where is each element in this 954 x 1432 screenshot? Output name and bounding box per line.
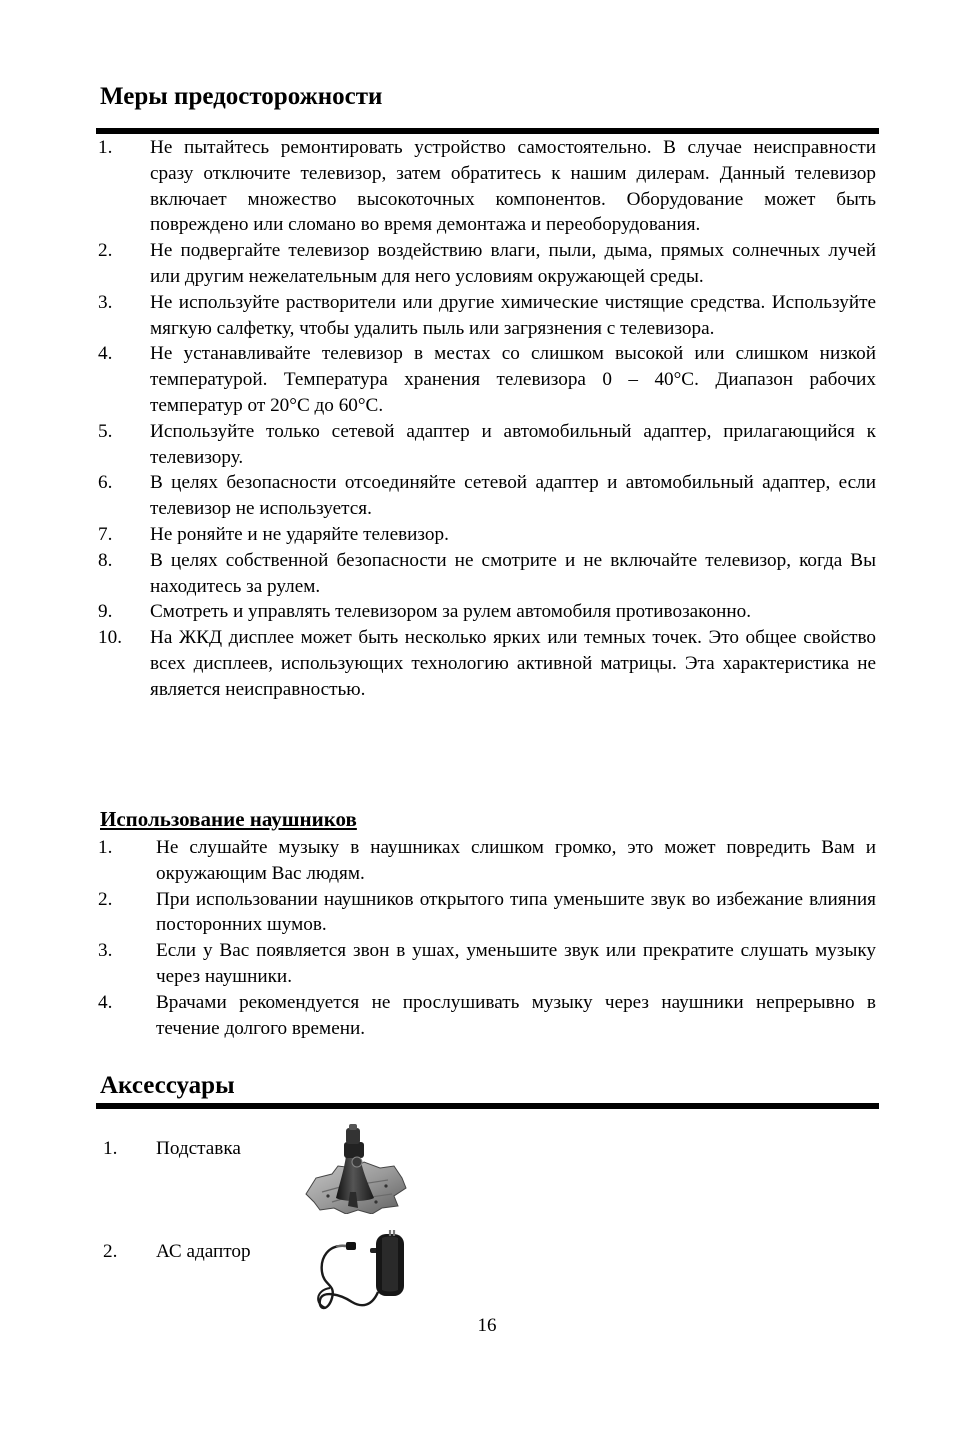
accessory-number: 1.	[103, 1138, 118, 1159]
precautions-title: Меры предосторожности	[100, 83, 383, 110]
item-text: При использовании наушников открытого типа уменьшите звук во избежание влияния посторонних шумов.	[156, 888, 876, 936]
item-number: 6.	[98, 472, 113, 494]
item-number: 3.	[98, 940, 113, 962]
item-number: 2.	[98, 888, 113, 910]
item-number: 5.	[98, 420, 113, 442]
item-number: 9.	[98, 601, 113, 623]
accessory-label: АС адаптор	[156, 1241, 251, 1262]
item-text: Не роняйте и не ударяйте телевизор.	[150, 523, 449, 545]
item-number: 1.	[98, 837, 113, 858]
item-text: Не подвергайте телевизор воздействию влаги, пыли, дыма, прямых солнечных лучей или другим нежелательным для него условиям окружающей среды.	[150, 240, 876, 287]
headphones-list	[98, 835, 876, 1041]
precautions-list	[98, 135, 876, 703]
precaution-item	[98, 625, 876, 702]
headphones-item	[98, 835, 876, 887]
precaution-item	[98, 599, 876, 625]
precaution-item	[98, 135, 876, 238]
headphones-item	[98, 887, 876, 939]
page-number: 16	[477, 1315, 497, 1336]
item-text: Не слушайте музыку в наушниках слишком громко, это может повредить Вам и окружающим Вас людям.	[156, 837, 876, 884]
item-number: 4.	[98, 991, 113, 1013]
precaution-item	[98, 290, 876, 342]
item-text: На ЖКД дисплее может быть несколько ярких или темных точек. Это общее свойство всех дисплеев, использующих технологию активной матрицы. Эта характеристика не является неисправностью.	[150, 627, 876, 700]
item-number: 10.	[98, 627, 122, 649]
precaution-item	[98, 341, 876, 418]
precaution-item	[98, 548, 876, 600]
item-text: Не устанавливайте телевизор в местах со слишком высокой или слишком низкой температурой. Температура хранения телевизора 0 – 40°С. Диапазон рабочих температур от 20°С до 60°С.	[150, 343, 876, 416]
ac-adapter-photo	[306, 1228, 410, 1318]
item-text: В целях собственной безопасности не смотрите и не включайте телевизор, когда Вы находитесь за рулем.	[150, 549, 876, 597]
item-number: 2.	[98, 240, 113, 262]
item-number: 8.	[98, 549, 113, 571]
precaution-item	[98, 238, 876, 290]
item-text: В целях безопасности отсоединяйте сетевой адаптер и автомобильный адаптер, если телевизор не используется.	[150, 472, 876, 520]
precaution-item	[98, 419, 876, 471]
item-text: Врачами рекомендуется не прослушивать музыку через наушники непрерывно в течение долгого времени.	[156, 991, 876, 1039]
accessories-title: Аксессуары	[100, 1072, 235, 1099]
precautions-divider	[96, 128, 879, 134]
item-number: 4.	[98, 343, 113, 365]
precaution-item	[98, 470, 876, 522]
item-text: Если у Вас появляется звон в ушах, уменьшите звук или прекратите слушать музыку через наушники.	[156, 940, 876, 987]
accessories-divider	[96, 1103, 879, 1109]
item-number: 3.	[98, 291, 113, 313]
item-text: Не используйте растворители или другие химические чистящие средства. Используйте мягкую салфетку, чтобы удалить пыль или загрязнения с телевизора.	[150, 291, 876, 339]
stand-photo	[302, 1122, 408, 1214]
item-text: Смотреть и управлять телевизором за рулем автомобиля противозаконно.	[150, 601, 752, 623]
accessory-number: 2.	[103, 1241, 118, 1262]
item-number: 7.	[98, 523, 113, 545]
precaution-item	[98, 522, 876, 548]
headphones-item	[98, 990, 876, 1042]
item-number: 1.	[98, 137, 113, 158]
headphones-item	[98, 938, 876, 990]
accessory-label: Подставка	[156, 1138, 241, 1159]
headphones-title: Использование наушников	[100, 807, 357, 831]
item-text: Используйте только сетевой адаптер и автомобильный адаптер, прилагающийся к телевизору.	[150, 420, 876, 468]
item-text: Не пытайтесь ремонтировать устройство самостоятельно. В случае неисправности сразу отключите телевизор, затем обратитесь к нашим дилерам. Данный телевизор включает множество высокоточных компонентов. Оборудование может быть повреждено или сломано во время демонтажа и переоборудования.	[150, 137, 876, 236]
